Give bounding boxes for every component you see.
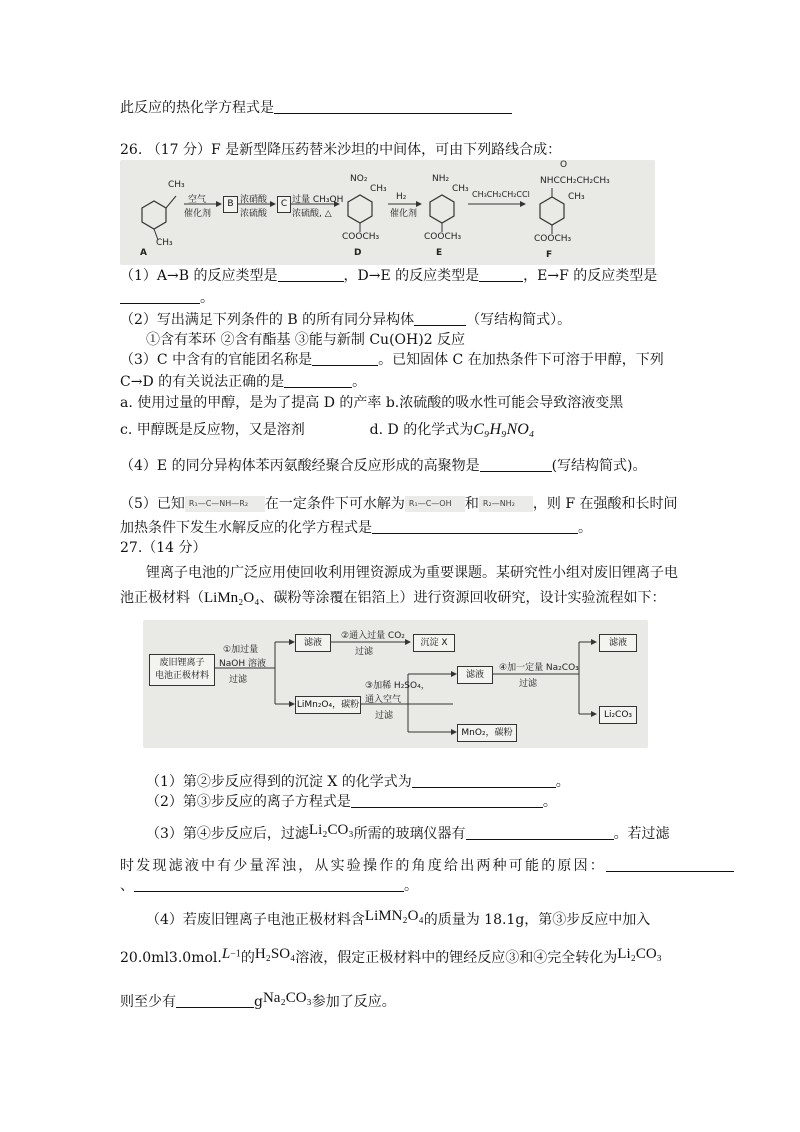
text: ，则 F 在强酸和长时间 <box>532 496 678 512</box>
formula-li2co3: Li₂CO₃ <box>617 946 662 962</box>
q27-part4-cont <box>120 944 662 968</box>
formula-na2co3: Na₂CO₃ <box>262 990 312 1006</box>
benzene-ring-f <box>540 197 564 225</box>
q26-part3 <box>120 350 664 370</box>
step2-label-2: 过滤 <box>355 647 374 657</box>
box-residue: LiMn₂O₄，碳粉 <box>295 696 361 714</box>
f-amide: NHCCH₂CH₂CH₃ <box>540 176 610 186</box>
arrow2-bottom: 浓硫酸 <box>240 209 268 219</box>
answer-blank[interactable] <box>274 99 512 114</box>
text: （3）第④步反应后，过滤 <box>146 826 309 842</box>
amide-structure-image: R₁—C—NH—R₂ <box>185 496 265 512</box>
answer-blank[interactable] <box>176 993 254 1008</box>
arrow1-top: 空气 <box>188 195 207 205</box>
box-c: C <box>277 196 291 213</box>
text: 所需的玻璃仪器有 <box>353 826 466 842</box>
box-filtrate-2: 滤液 <box>457 666 493 684</box>
arrow2-top: 浓硝酸 <box>240 195 268 205</box>
q27-intro-2 <box>120 588 665 608</box>
text: （2）写出满足下列条件的 B 的所有同分异构体 <box>120 312 415 328</box>
answer-blank[interactable] <box>479 267 523 282</box>
thermo-text: 此反应的热化学方程式是 <box>120 100 274 116</box>
acid-structure-image: R₁—C—OH <box>405 496 465 512</box>
step4-label-1: ④加一定量 Na₂CO₃ <box>499 663 579 673</box>
unit-l: L <box>221 946 231 962</box>
e-ester: COOCH₃ <box>424 232 462 242</box>
formula-limn2o4: LiMN₂O₄ <box>364 908 424 924</box>
answer-blank[interactable] <box>466 825 614 840</box>
synthesis-scheme <box>120 160 655 265</box>
arrow3-bottom: 浓硫酸, △ <box>292 209 332 219</box>
arrowhead <box>216 201 222 207</box>
arrowhead <box>270 201 276 207</box>
box-start <box>149 654 215 686</box>
box-filtrate-1: 滤液 <box>295 634 331 652</box>
text: （1）第②步反应得到的沉淀 X 的化学式为 <box>146 774 412 790</box>
answer-blank[interactable] <box>372 519 578 534</box>
step3-label-3: 过滤 <box>375 711 394 721</box>
e-ch3: CH₃ <box>452 184 469 194</box>
text: 时发现滤液中有少量浑浊，从实验操作的角度给出两种可能的原因： <box>120 858 606 874</box>
options-c-d <box>120 420 534 440</box>
text: 、碳粉等涂覆在铝箔上）进行资源回收研究，设计实验流程如下： <box>259 590 666 606</box>
text: 则至少有 <box>120 994 176 1010</box>
label-a: A <box>140 248 147 258</box>
text: 和 <box>464 496 479 512</box>
answer-blank[interactable] <box>134 877 404 892</box>
text: 。 <box>404 878 418 894</box>
q26-title: 26. （17 分）F 是新型降压药替米沙坦的中间体，可由下列路线合成： <box>120 142 562 158</box>
text: (写结构简式)。 <box>551 458 647 474</box>
step3-label-1: ③加稀 H₂SO₄， <box>365 681 430 691</box>
f-carbonyl-o: O <box>560 160 568 170</box>
box-precipitate-x: 沉淀 X <box>413 634 455 652</box>
box-filtrate-3: 滤液 <box>599 634 637 652</box>
answer-blank[interactable] <box>412 773 556 788</box>
f-ester: COOCH₃ <box>534 234 572 244</box>
answer-blank[interactable] <box>480 457 552 472</box>
q26-part1-cont <box>120 288 214 308</box>
answer-blank[interactable] <box>120 289 200 304</box>
unit-l-exponent: −1 <box>230 948 241 960</box>
formula-li2co3: Li₂CO₃ <box>308 822 354 838</box>
text: 在一定条件下可水解为 <box>264 496 405 512</box>
q27-part3 <box>146 820 670 844</box>
answer-blank[interactable] <box>351 793 543 808</box>
benzene-ring-a <box>142 201 166 229</box>
start-line-1: 废旧锂离子 <box>159 658 205 668</box>
q26-part3-cont <box>120 372 366 392</box>
box-li2co3: Li₂CO₃ <box>599 706 637 724</box>
option-c: c. 甲醇既是反应物，又是溶剂 <box>120 422 305 438</box>
step1-label-1: ①加过量 <box>223 645 259 655</box>
a-methyl-bottom: CH₃ <box>156 238 173 248</box>
d-no2: NO₂ <box>350 174 368 184</box>
text: 。 <box>352 374 367 390</box>
q27-intro-1: 锂离子电池的广泛应用使回收利用锂资源成为重要课题。某研究性小组对废旧锂离子电 <box>146 565 678 581</box>
label-f: F <box>546 250 553 260</box>
text: （1）A→B 的反应类型是 <box>120 268 278 284</box>
q27-part4-cont2 <box>120 988 396 1012</box>
formula-c9h9no4: C₉H₉NO₄ <box>473 421 535 438</box>
q27-part3-cont <box>120 856 734 876</box>
step3-label-2: 通入空气 <box>365 695 402 705</box>
bond <box>166 196 176 208</box>
option-a: a. 使用过量的甲醇，是为了提高 D 的产率 b.浓硫酸的吸水性可能会导致溶液变黑 <box>120 395 624 411</box>
answer-blank[interactable] <box>606 857 734 872</box>
text: 。 <box>542 794 557 810</box>
q26-part5-cont <box>120 518 592 538</box>
q27-part1 <box>146 772 570 792</box>
option-d: d. D 的化学式为 <box>369 422 474 438</box>
text: g <box>254 994 263 1010</box>
text: 。 <box>200 290 214 306</box>
text: 池正极材料（ <box>120 590 204 606</box>
step2-label-1: ②通入过量 CO₂ <box>341 631 405 641</box>
text: （5）已知 <box>120 496 185 512</box>
arrow5-reagent: CH₃CH₂CH₂CCl <box>472 190 530 199</box>
text: 参加了反应。 <box>311 994 396 1010</box>
formula-limn2o4: LiMn₂O₄ <box>204 590 260 606</box>
text: （2）第③步反应的离子方程式是 <box>146 794 351 810</box>
arrow4-top: H₂ <box>396 192 407 202</box>
text: （4）若废旧锂离子电池正极材料含 <box>146 912 365 928</box>
q26-part1 <box>120 266 657 286</box>
text: 。 <box>578 520 592 536</box>
d-ch3: CH₃ <box>370 184 387 194</box>
text: （3）C 中含有的官能团名称是 <box>120 352 313 368</box>
arrow1-bottom: 催化剂 <box>184 209 212 219</box>
text: 、 <box>120 878 134 894</box>
label-e: E <box>436 248 443 258</box>
text: 。 <box>555 774 570 790</box>
benzene-ring-e <box>430 195 454 223</box>
a-methyl-top: CH₃ <box>168 180 185 190</box>
text: 的质量为 18.1g，第③步反应中加入 <box>423 912 651 928</box>
text: 溶液，假定正极材料中的锂经反应③和④完全转化为 <box>295 950 618 966</box>
box-mno2: MnO₂，碳粉 <box>457 724 517 742</box>
text: 。若过滤 <box>613 826 670 842</box>
thermo-line <box>120 98 512 118</box>
text: ，D→E 的反应类型是 <box>343 268 480 284</box>
step1-label-2: NaOH 溶液 <box>219 659 266 669</box>
text: 加热条件下发生水解反应的化学方程式是 <box>120 520 372 536</box>
d-ester: COOCH₃ <box>342 232 380 242</box>
q27-part4 <box>146 906 650 930</box>
formula-h2so4: H₂SO₄ <box>254 946 296 962</box>
box-b: B <box>223 196 238 213</box>
text: （写结构简式）。 <box>466 312 572 328</box>
label-d: D <box>354 248 362 258</box>
answer-blank[interactable] <box>278 267 344 282</box>
step1-label-3: 过滤 <box>229 675 248 685</box>
text: ，E→F 的反应类型是 <box>523 268 658 284</box>
e-nh2: NH₂ <box>432 174 450 184</box>
process-flowchart <box>143 620 648 748</box>
arrow3-top: 过量 CH₃OH <box>292 195 344 205</box>
text: 的 <box>240 950 255 966</box>
q26-part5 <box>120 494 678 514</box>
start-line-2: 电池正极材料 <box>154 671 209 681</box>
q26-part2-conditions: ①含有苯环 ②含有酯基 ③能与新制 Cu(OH)2 反应 <box>146 332 466 348</box>
text: 20.0ml3.0mol. <box>120 950 222 966</box>
answer-blank[interactable] <box>312 351 378 366</box>
q27-part2 <box>146 792 557 812</box>
q26-part4 <box>120 456 647 476</box>
q26-part2 <box>120 310 571 330</box>
f-ch3: CH₃ <box>568 192 585 202</box>
benzene-ring-d <box>348 195 372 223</box>
answer-blank[interactable] <box>284 373 352 388</box>
text: （4）E 的同分异构体苯丙氨酸经聚合反应形成的高聚物是 <box>120 458 480 474</box>
q27-title: 27.（14 分） <box>120 540 207 556</box>
amine-structure-image: R₂—NH₂ <box>479 496 533 512</box>
step4-label-2: 过滤 <box>519 679 538 689</box>
arrowhead <box>520 201 526 207</box>
text: 。已知固体 C 在加热条件下可溶于甲醇，下列 <box>378 352 664 368</box>
text: C→D 的有关说法正确的是 <box>120 374 285 390</box>
arrow4-bottom: 催化剂 <box>390 209 418 219</box>
q27-part3-cont2 <box>120 876 418 896</box>
answer-blank[interactable] <box>414 311 466 326</box>
